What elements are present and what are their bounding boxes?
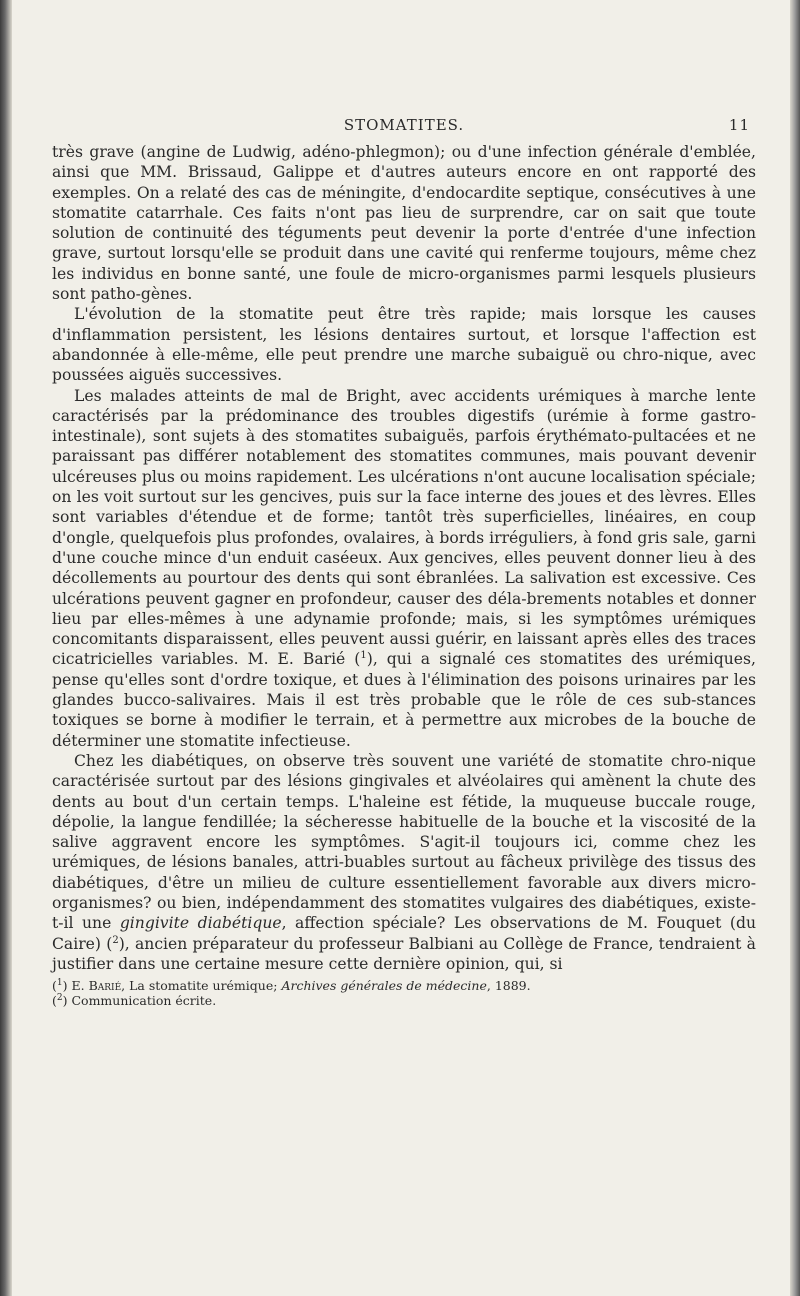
footnote: ($^2$) Communication écrite. <box>52 993 217 1009</box>
text-run: Communication écrite. <box>71 993 217 1009</box>
footnote-reference: 2 <box>112 934 119 946</box>
footnote: ($^1$) E. Barié, La stomatite urémique; Archives générales de médecine, 1889. <box>52 978 531 994</box>
text-run: ), qui a signalé ces stomatites des urémiques, pense qu'elles sont d'ordre toxique, et dues à l'élimination des poisons urinaires par les glandes bucco-salivaires. Mais il est très probable que le rôle de ces sub-stances toxiques se borne à modifier le terrain, et à permettre aux microbes de la bouche de déterminer une stomatite infectieuse. <box>52 650 756 750</box>
body-text <box>52 142 756 974</box>
text-run: Les malades atteints de mal de Bright, avec accidents urémiques à marche lente caractérisés par la prédominance des troubles digestifs (urémie à forme gastro-intestinale), sont sujets à des stomatites subaiguës, parfois érythémato-pultacées et ne paraissant pas différer notablement des stomatites communes, mais pouvant devenir ulcéreuses plus ou moins rapidement. Les ulcérations n'ont aucune localisation spéciale; on les voit surtout sur les gencives, puis sur la face interne des joues et des lèvres. Elles sont variables d'étendue et de forme; tantôt très superficielles, linéaires, en coup d'ongle, quelquefois plus profondes, ovalaires, à bords irréguliers, à fond gris sale, garni d'une couche mince d'un enduit caséeux. Aux gencives, elles peuvent donner lieu à des décollements au pourtour des dents qui sont ébranlées. La salivation est excessive. Ces ulcérations peuvent gagner en profondeur, causer des déla-brements notables et donner lieu par elles-mêmes à une adynamie profonde; mais, si les symptômes urémiques concomitants disparaissent, elles peuvent aussi guérir, en laissant après elles des traces cicatricielles variables. M. E. Barié ( <box>52 386 756 669</box>
text-run: L'évolution de la stomatite peut être très rapide; mais lorsque les causes d'inflammation persistent, les lésions dentaires surtout, et lorsque l'affection est abandonnée à elle-même, elle peut prendre une marche subaiguë ou chro-nique, avec poussées aiguës successives. <box>52 305 756 385</box>
running-header <box>52 116 756 138</box>
page-number: 11 <box>728 116 750 134</box>
text-run: très grave (angine de Ludwig, adéno-phlegmon); ou d'une infection générale d'emblée, ainsi que MM. Brissaud, Galippe et d'autres auteurs encore en ont rapporté des exemples. On a relaté des cas de méningite, d'endocardite septique, consécutives à une stomatite catarrhale. Ces faits n'ont pas lieu de surprendre, car on sait que toute solution de continuité des téguments peut devenir la porte d'entrée d'une infection grave, surtout lorsqu'elle se produit dans une cavité qui renferme toujours, même chez les individus en bonne santé, une foule de micro-organismes parmi lesquels plusieurs sont patho-gènes. <box>52 143 756 304</box>
footnotes <box>52 978 756 1008</box>
footnote-reference: 1 <box>360 650 367 662</box>
running-title: STOMATITES. <box>343 116 465 134</box>
text-run: , 1889. <box>486 978 531 994</box>
paragraph <box>52 386 756 751</box>
text-run: , La stomatite urémique; <box>121 978 282 994</box>
italic-text: Archives générales de médecine <box>281 978 487 994</box>
text-run: , affection spéciale? Les observations de M. Fouquet (du Caire) ( <box>52 914 756 953</box>
italic-text: gingivite diabétique <box>119 914 282 933</box>
text-run: ), ancien préparateur du professeur Balbiani au Collège de France, tendraient à justifier dans une certaine mesure cette dernière opinion, qui, si <box>52 934 756 973</box>
paragraph <box>52 142 756 304</box>
page-scan-edge-left <box>0 0 12 1296</box>
text-run: E. <box>71 978 89 994</box>
paragraph <box>52 304 756 385</box>
page-scan-edge-right <box>790 0 800 1296</box>
text-run: Chez les diabétiques, on observe très souvent une variété de stomatite chro-nique caractérisée surtout par des lésions gingivales et alvéolaires qui amènent la chute des dents au bout d'un certain temps. L'haleine est fétide, la muqueuse buccale rouge, dépolie, la langue fendillée; la sécheresse habituelle de la bouche et la viscosité de la salive aggravent encore les symptômes. S'agit-il toujours ici, comme chez les urémiques, de lésions banales, attri-buables surtout au fâcheux privilège des tissus des diabétiques, d'être un milieu de culture essentiellement favorable aux divers micro-organismes? ou bien, indépendamment des stomatites vulgaires des diabétiques, existe-t-il une <box>52 751 756 933</box>
footnote-mark: 2 <box>56 993 63 1004</box>
paragraph <box>52 751 756 974</box>
small-caps-text: Barié <box>88 978 122 994</box>
book-page <box>52 116 756 1008</box>
footnote-mark: 1 <box>56 978 63 989</box>
